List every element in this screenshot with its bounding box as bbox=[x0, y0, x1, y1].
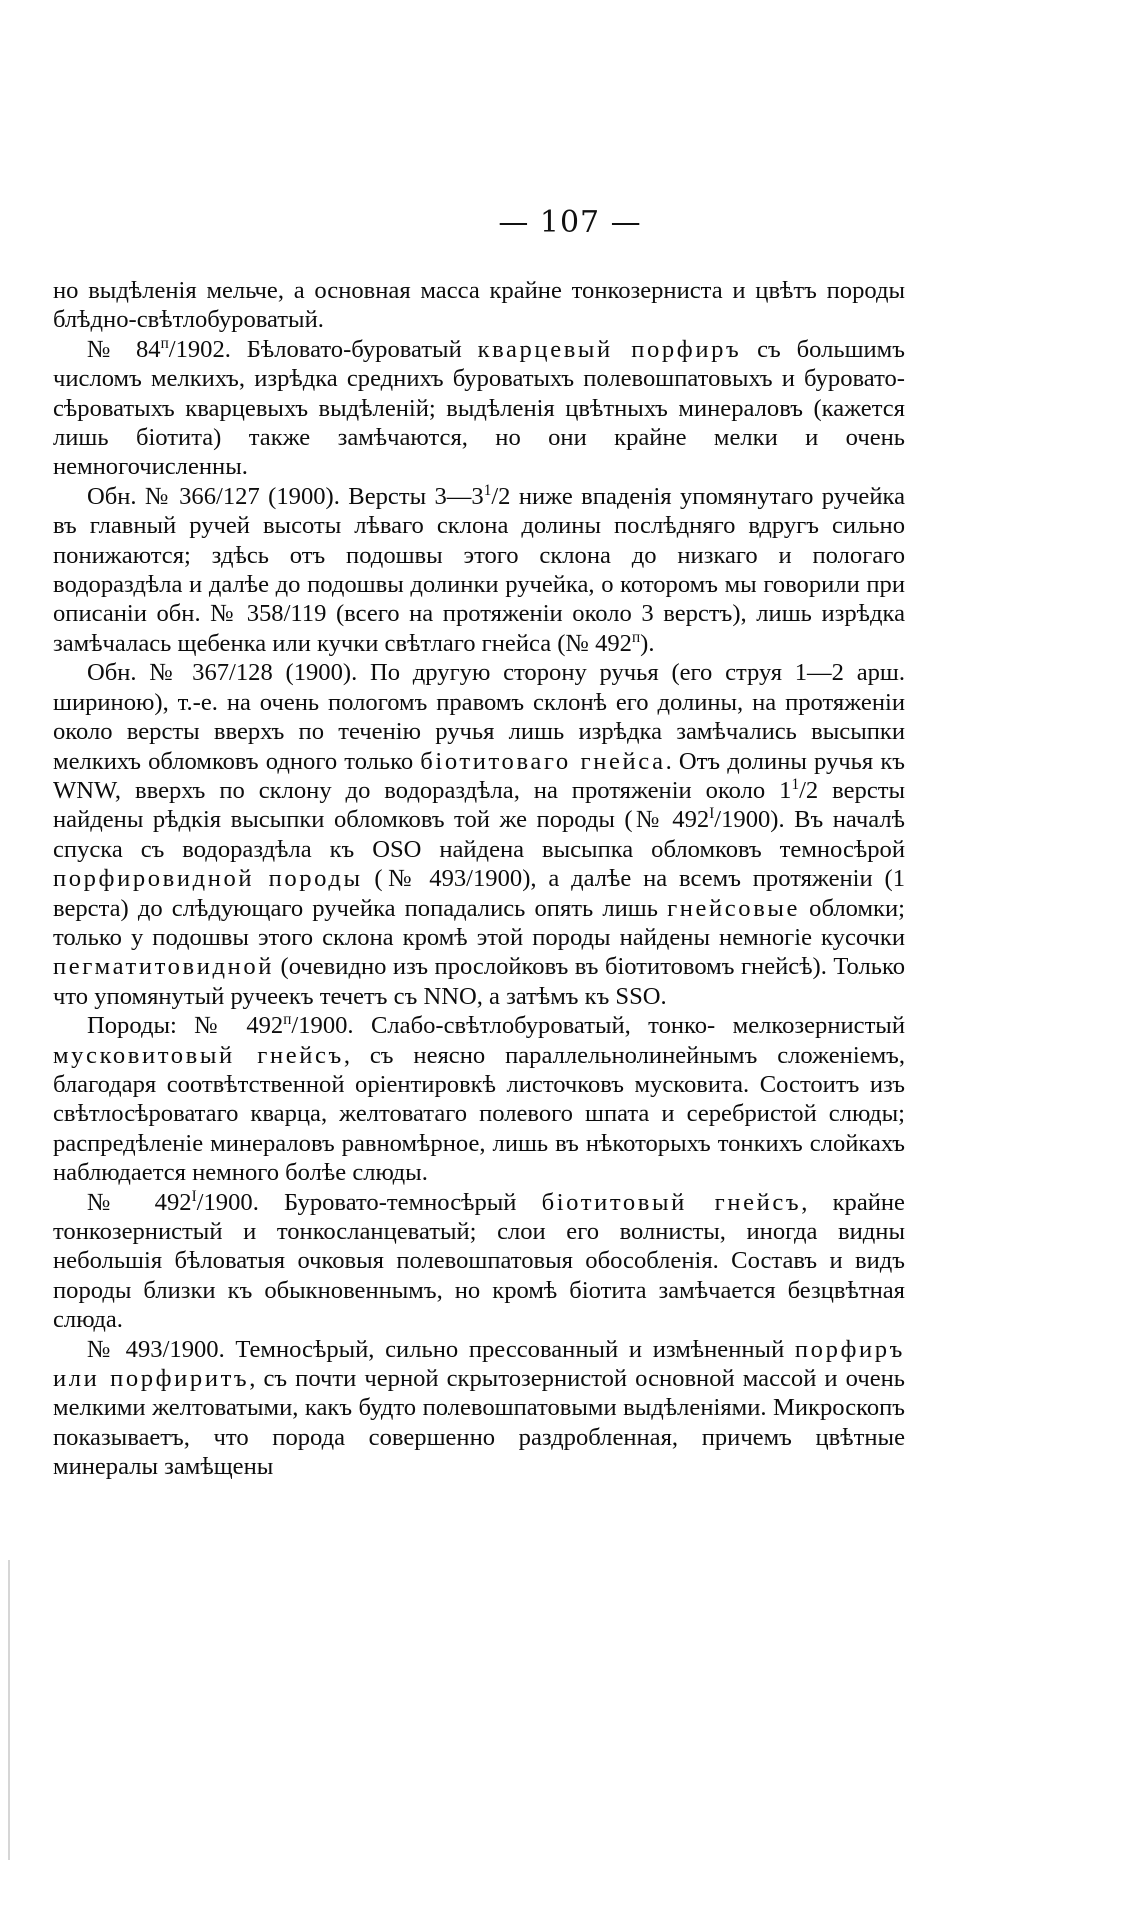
scan-edge-mark bbox=[8, 1560, 10, 1860]
text-run: . Отъ долины ручья къ WNW, вверхъ по склону до водораздѣла, на протяженіи около 1 bbox=[53, 747, 905, 804]
spaced-term: кварцевый порфиръ bbox=[477, 335, 742, 363]
superscript: I bbox=[709, 805, 715, 823]
spaced-term: біотитоваго гнейса bbox=[420, 747, 666, 775]
page-text bbox=[53, 276, 905, 1482]
spaced-term: біотитовый гнейсъ bbox=[541, 1188, 802, 1216]
superscript: п bbox=[283, 1010, 292, 1028]
superscript: п bbox=[631, 628, 641, 646]
spaced-term: порфиръ или порфиритъ bbox=[53, 1335, 905, 1393]
text-run: , съ неясно параллельнолинейнымъ сложеніемъ, благодаря соотвѣтственной оріентировкѣ листочковъ мусковита. Состоитъ изъ свѣтлосѣроватаго кварца, желтоватаго полевого шпата и серебристой слюды; распредѣленіе минераловъ равномѣрное, лишь въ нѣкоторыхъ тонкихъ слойкахъ наблюдается немного болѣе слюды. bbox=[53, 1041, 905, 1187]
paragraph bbox=[53, 276, 905, 335]
text-run: съ большимъ числомъ мелкихъ, изрѣдка среднихъ буроватыхъ полевошпатовыхъ и буровато-сѣроватыхъ кварцевыхъ выдѣленій; выдѣленія цвѣтныхъ минераловъ (кажется лишь біотита) также замѣчаются, но они крайне мелки и очень немногочисленны. bbox=[53, 335, 905, 481]
paragraph bbox=[53, 482, 905, 658]
paragraph bbox=[53, 335, 905, 482]
text-run: /2 ниже впаденія упомянутаго ручейка въ главный ручей высоты лѣваго склона долины послѣдняго вдругъ сильно понижаются; здѣсь отъ подошвы этого склона до низкаго и пологаго водораздѣла и далѣе до подошвы долинки ручейка, о которомъ мы говорили при описаніи обн. № 358/119 (всего на протяженіи около 3 верстъ), лишь изрѣдка замѣчалась щебенка или кучки свѣтлаго гнейса (№ 492 bbox=[53, 482, 905, 657]
paragraph bbox=[53, 1188, 905, 1335]
text-run: /1900. Слабо-свѣтлобуроватый, тонко- мелкозернистый bbox=[291, 1012, 905, 1040]
superscript: I bbox=[191, 1187, 197, 1205]
page-number: — 107 — bbox=[498, 205, 642, 240]
superscript: 1 bbox=[483, 481, 492, 499]
spaced-term: мусковитовый гнейсъ bbox=[53, 1041, 344, 1069]
paragraph bbox=[53, 1335, 905, 1482]
spaced-term: гнейсовые bbox=[667, 894, 801, 922]
paragraph bbox=[53, 658, 905, 1011]
text-run: ). bbox=[640, 629, 655, 657]
text-run: /1902. Бѣловато-буроватый bbox=[168, 335, 478, 363]
text-run: Породы: № 492 bbox=[87, 1012, 284, 1040]
text-run: (очевидно изъ прослойковъ въ біотитовомъ гнейсѣ). Только что упомянутый ручеекъ течетъ съ NNO, а затѣмъ къ SSO. bbox=[53, 953, 905, 1010]
text-run: (№ 493/1900), а далѣе на всемъ протяженіи (1 верста) до слѣдующаго ручейка попадались опять лишь bbox=[53, 865, 905, 922]
text-run: , съ почти черной скрытозернистой основной массой и очень мелкими желтоватыми, какъ будто полевошпатовыми выдѣленіями. Микроскопъ показываетъ, что порода совершенно раздробленная, причемъ цвѣтные минералы замѣщены bbox=[53, 1365, 905, 1481]
text-run: но выдѣленія мельче, а основная масса крайне тонкозерниста и цвѣтъ породы блѣдно-свѣтлобуроватый. bbox=[53, 277, 905, 334]
text-run: № 84 bbox=[87, 335, 161, 363]
text-run: , крайне тонкозернистый и тонкосланцеватый; слои его волнисты, иногда видны небольшія бѣловатыя очковыя полевошпатовыя обособленія. Составъ и видъ породы близки къ обыкновеннымъ, но кромѣ біотита замѣчается безцвѣтная слюда. bbox=[53, 1188, 905, 1334]
text-run: /1900). Въ началѣ спуска съ водораздѣла къ OSO найдена высыпка обломковъ темносѣрой bbox=[53, 806, 905, 863]
text-run: № 492 bbox=[87, 1188, 192, 1216]
superscript: 1 bbox=[791, 775, 800, 793]
text-run: № 493/1900. Темносѣрый, сильно прессованный и измѣненный bbox=[87, 1335, 795, 1363]
text-run: /1900. Буровато-темносѣрый bbox=[196, 1188, 542, 1216]
paragraph bbox=[53, 1011, 905, 1187]
text-run: Обн. № 366/127 (1900). Версты 3—3 bbox=[87, 482, 484, 510]
text-run: /2 версты найдены рѣдкія высыпки обломковъ той же породы (№ 492 bbox=[53, 776, 906, 834]
spaced-term: пегматитовидной bbox=[53, 953, 275, 981]
superscript: п bbox=[160, 334, 169, 352]
text-run: Обн. № 367/128 (1900). По другую сторону ручья (его струя 1—2 арш. шириною), т.-е. на очень пологомъ правомъ склонѣ его долины, на протяженіи около версты вверхъ по теченію ручья лишь изрѣдка замѣчались высыпки мелкихъ обломковъ одного только bbox=[53, 659, 905, 775]
spaced-term: порфировидной породы bbox=[53, 865, 363, 893]
text-run: обломки; только у подошвы этого склона кромѣ этой породы найдены немногіе кусочки bbox=[53, 894, 905, 951]
